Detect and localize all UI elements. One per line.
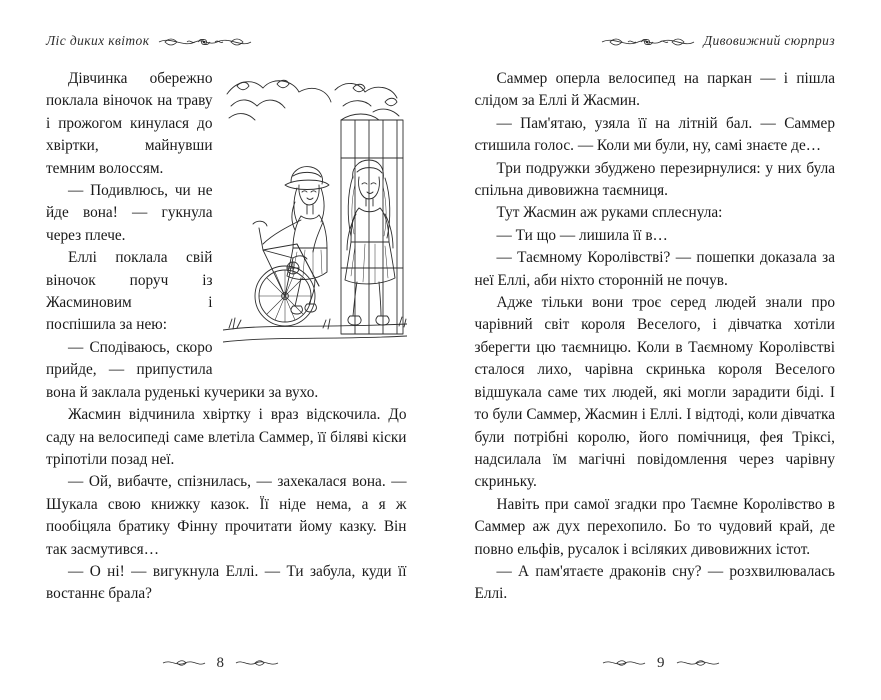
folio-ornament-left-icon (601, 658, 647, 670)
folio-ornament-right-icon (675, 658, 721, 670)
folio-ornament-left-icon (161, 658, 207, 670)
paragraph: Дівчинка обережно поклала віночок на траву і прожогом кинулася до хвіртки, майнувши темним волоссям. (46, 70, 213, 177)
paragraph: Тут Жасмин аж руками сплеснула: (496, 204, 723, 222)
girls-at-garden-gate-illustration (223, 72, 407, 362)
right-running-head-text: Дивовижний сюрприз (703, 33, 835, 48)
paragraph: Навіть при самої згадки про Таємне Королівство в Саммер аж дух перехопило. Бо то чудовий край, де повно ельфів, русалок і всіляких дивовижних істот. (474, 495, 835, 558)
left-page-text-column (46, 68, 407, 606)
paragraph: Саммер оперла велосипед на паркан — і пішла слідом за Еллі й Жасмин. (474, 70, 835, 110)
left-running-head (46, 28, 407, 54)
paragraph: — Таємному Королівстві? — пошепки доказала за неї Еллі, аби ніхто сторонній не почув. (474, 249, 835, 289)
page-number: 8 (216, 655, 224, 671)
paragraph: — Пам'ятаю, узяла її на літній бал. — Саммер стишила голос. — Коли ми були, ну, самі знаєте де… (474, 114, 835, 155)
page-number: 9 (657, 655, 665, 671)
right-page-text-column (475, 68, 836, 606)
right-page (441, 0, 881, 700)
paragraph: Жасмин відчинила хвіртку і враз відскочила. До саду на велосипеді саме влетіла Саммер, її біляві кіски тріпотіли позад неї. (46, 406, 407, 468)
paragraph: Адже тільки вони троє серед людей знали про чарівний світ короля Веселого, і дівчатка хотіли зберегти цю таємницю. Коли в Таємному Королівстві сталося лихо, чарівна скринька короля Веселого відшукала саме тих людей, які могли зарадити біді. І то були Саммер, Жасмин і Еллі. І відтоді, коли дівчатка були потрібні королю, його помічниця, фея Тріксі, надсилала їм магічні повідомлення через чарівну скриньку. (474, 294, 835, 491)
right-folio (441, 655, 881, 672)
paragraph: Еллі поклала свій віночок поруч із Жасминовим і поспішила за нею: (46, 249, 213, 334)
paragraph: — Сподіваюсь, скоро прийде, — припустила вона й заклала руденькі кучерики за вухо. (46, 338, 319, 401)
left-running-head-text: Ліс диких квіток (46, 33, 150, 48)
paragraph: — А пам'ятаєте драконів сну? — розхвилювалась Еллі. (474, 562, 835, 603)
floral-ornament-icon (600, 35, 696, 47)
paragraph: — Подивлюсь, чи не йде вона! — гукнула через плече. (46, 182, 213, 244)
paragraph: — О ні! — вигукнула Еллі. — Ти забула, куди її востаннє брала? (46, 562, 407, 603)
paragraph: — Ой, вибачте, спізнилась, — захекалася вона. — Шукала свою книжку казок. Її ніде нема, а я ж пообіцяла братику Фінну прочитати йому казку. Він так засмутився… (46, 473, 407, 558)
paragraph: — Ти що — лишила її в… (496, 226, 668, 244)
right-running-head (475, 28, 836, 54)
paragraph: Три подружки збуджено перезирнулися: у них була спільна дивовижна таємниця. (474, 159, 835, 200)
left-folio (0, 655, 441, 672)
floral-ornament-icon (157, 35, 253, 47)
folio-ornament-right-icon (234, 658, 280, 670)
